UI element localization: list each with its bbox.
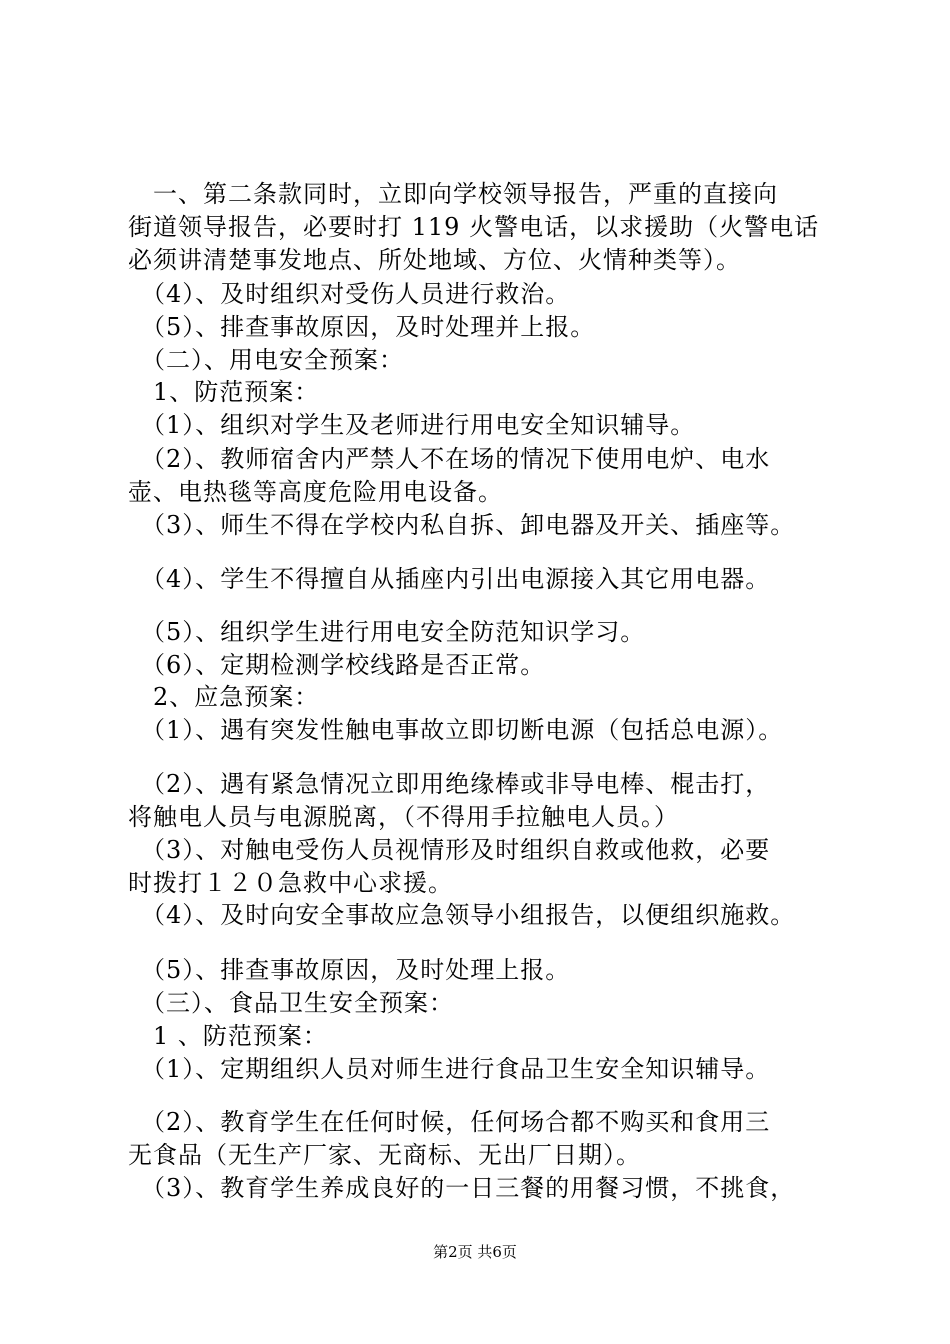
text-line: （5）、组织学生进行用电安全防范知识学习。 — [128, 618, 646, 646]
text-line: 1 、防范预案： — [128, 1022, 328, 1050]
text-line: （1）、定期组织人员对师生进行食品卫生安全知识辅导。 — [128, 1055, 771, 1083]
text-line: （6）、定期检测学校线路是否正常。 — [128, 651, 546, 679]
text-line: 无食品（无生产厂家、无商标、无出厂日期）。 — [128, 1141, 641, 1169]
text-line: 2、应急预案： — [128, 683, 320, 711]
text-line: （1）、遇有突发性触电事故立即切断电源（包括总电源）。 — [128, 716, 784, 744]
text-line: （2）、教师宿舍内严禁人不在场的情况下使用电炉、电水 — [128, 445, 771, 473]
text-line: 必须讲清楚事发地点、所处地域、方位、火情种类等）。 — [128, 246, 741, 274]
text-line: （2）、教育学生在任何时候，任何场合都不购买和食用三 — [128, 1108, 771, 1136]
text-line: （三）、食品卫生安全预案： — [128, 989, 454, 1017]
text-line: （4）、及时向安全事故应急领导小组报告，以便组织施救。 — [128, 901, 796, 929]
text-line: （5）、排查事故原因，及时处理并上报。 — [128, 313, 596, 341]
text-line: 一、第二条款同时，立即向学校领导报告，严重的直接向 — [128, 180, 778, 208]
text-line: （5）、排查事故原因，及时处理上报。 — [128, 956, 571, 984]
text-line: （二）、用电安全预案： — [128, 346, 404, 374]
text-line: （4）、学生不得擅自从插座内引出电源接入其它用电器。 — [128, 565, 771, 593]
text-line: 时拨打１２０急救中心求援。 — [128, 869, 453, 897]
page-number-footer: 第2页 共6页 — [433, 1243, 517, 1261]
text-line: 将触电人员与电源脱离，（不得用手拉触电人员。） — [128, 803, 679, 831]
text-line: 街道领导报告，必要时打 119 火警电话，以求援助（火警电话 — [128, 213, 820, 241]
text-line: （3）、师生不得在学校内私自拆、卸电器及开关、插座等。 — [128, 511, 796, 539]
text-line: （2）、遇有紧急情况立即用绝缘棒或非导电棒、棍击打， — [128, 770, 771, 798]
text-line: （4）、及时组织对受伤人员进行救治。 — [128, 280, 571, 308]
text-line: 1、防范预案： — [128, 378, 320, 406]
text-line: 壶、电热毯等高度危险用电设备。 — [128, 478, 503, 506]
text-line: （3）、教育学生养成良好的一日三餐的用餐习惯，不挑食， — [128, 1174, 796, 1202]
text-line: （3）、对触电受伤人员视情形及时组织自救或他救，必要 — [128, 836, 771, 864]
text-line: （1）、组织对学生及老师进行用电安全知识辅导。 — [128, 411, 696, 439]
